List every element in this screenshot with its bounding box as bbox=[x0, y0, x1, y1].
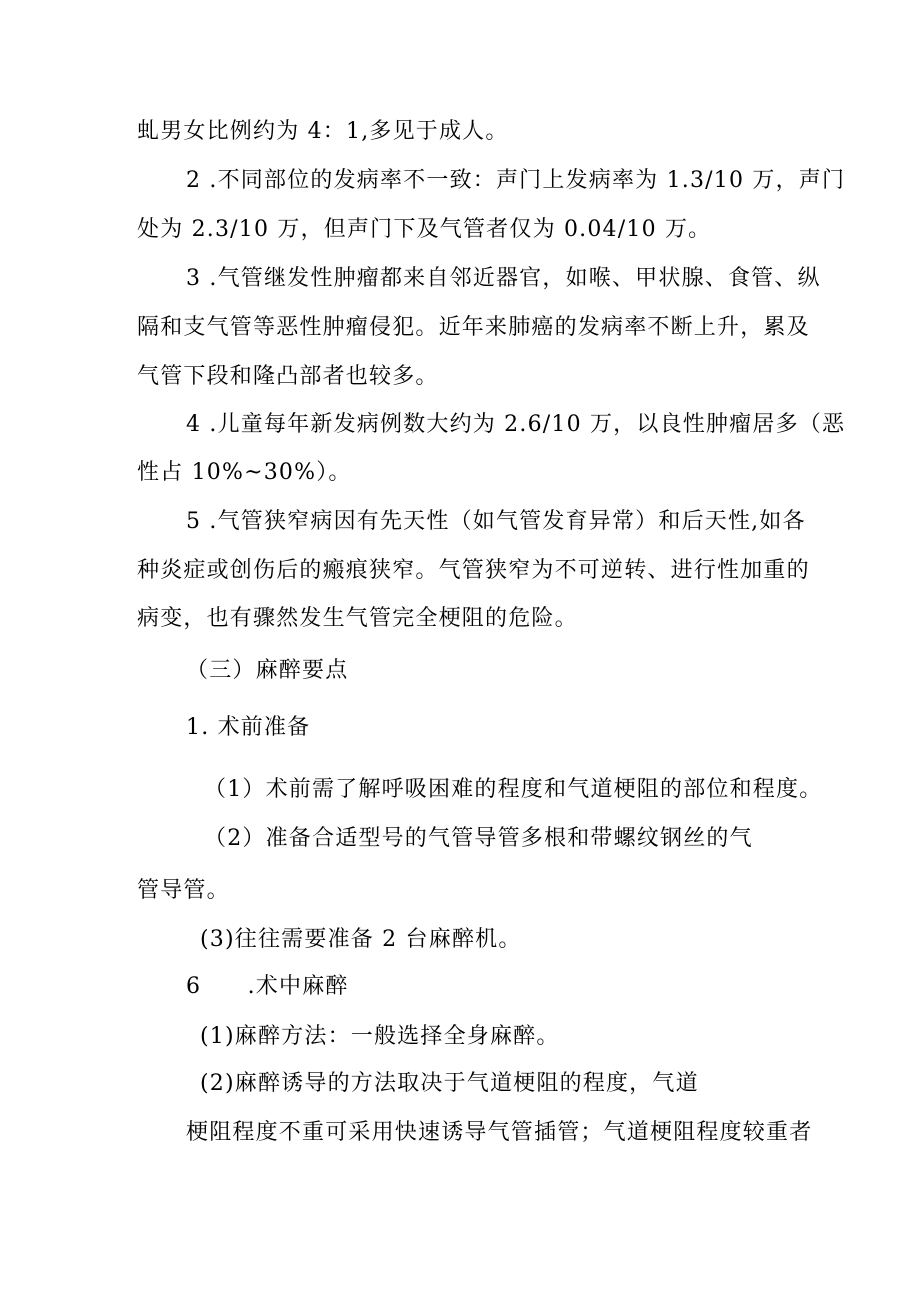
subsection-heading-intraop: 6 .术中麻醉 bbox=[186, 974, 349, 999]
text-line: 病变，也有骤然发生气管完全梗阻的危险。 bbox=[137, 606, 578, 631]
text-line: 隔和支气管等恶性肿瘤侵犯。近年来肺癌的发病率不断上升，累及 bbox=[137, 315, 810, 340]
paragraph-4-line-1: 4 .儿童每年新发病例数大约为 2.6/10 万，以良性肿瘤居多（恶 bbox=[186, 412, 846, 437]
section-heading: （三）麻醉要点 bbox=[186, 658, 349, 683]
paragraph-2-line-1: 2 .不同部位的发病率不一致：声门上发病率为 1.3/10 万，声门 bbox=[186, 168, 846, 193]
text-line: 种炎症或创伤后的瘢痕狭窄。气管狭窄为不可逆转、进行性加重的 bbox=[137, 558, 810, 583]
text-line: 梗阻程度不重可采用快速诱导气管插管；气道梗阻程度较重者 bbox=[186, 1120, 813, 1145]
text-line: 处为 2.3/10 万，但声门下及气管者仅为 0.04/10 万。 bbox=[137, 217, 712, 242]
list-item-4: (1)麻醉方法：一般选择全身麻醉。 bbox=[200, 1024, 560, 1049]
list-item-5: (2)麻醉诱导的方法取决于气道梗阻的程度，气道 bbox=[200, 1071, 699, 1096]
paragraph-3-line-1: 3 .气管继发性肿瘤都来自邻近器官，如喉、甲状腺、食管、纵 bbox=[186, 266, 821, 291]
list-item-1: （1）术前需了解呼吸困难的程度和气道梗阻的部位和程度。 bbox=[204, 777, 823, 802]
list-item-3: (3)往往需要准备 2 台麻醉机。 bbox=[200, 927, 522, 952]
subsection-heading-preop: 1. 术前准备 bbox=[186, 715, 311, 740]
text-line: 气管下段和隆凸部者也较多。 bbox=[137, 364, 439, 389]
text-line: 虬男女比例约为 4：1,多见于成人。 bbox=[137, 119, 509, 144]
text-line: 管导管。 bbox=[137, 878, 230, 903]
list-item-2: （2）准备合适型号的气管导管多根和带螺纹钢丝的气 bbox=[204, 826, 753, 851]
paragraph-5-line-1: 5 .气管狭窄病因有先天性（如气管发育异常）和后天性,如各 bbox=[186, 509, 806, 534]
text-line: 性占 10%~30%）。 bbox=[137, 460, 352, 485]
